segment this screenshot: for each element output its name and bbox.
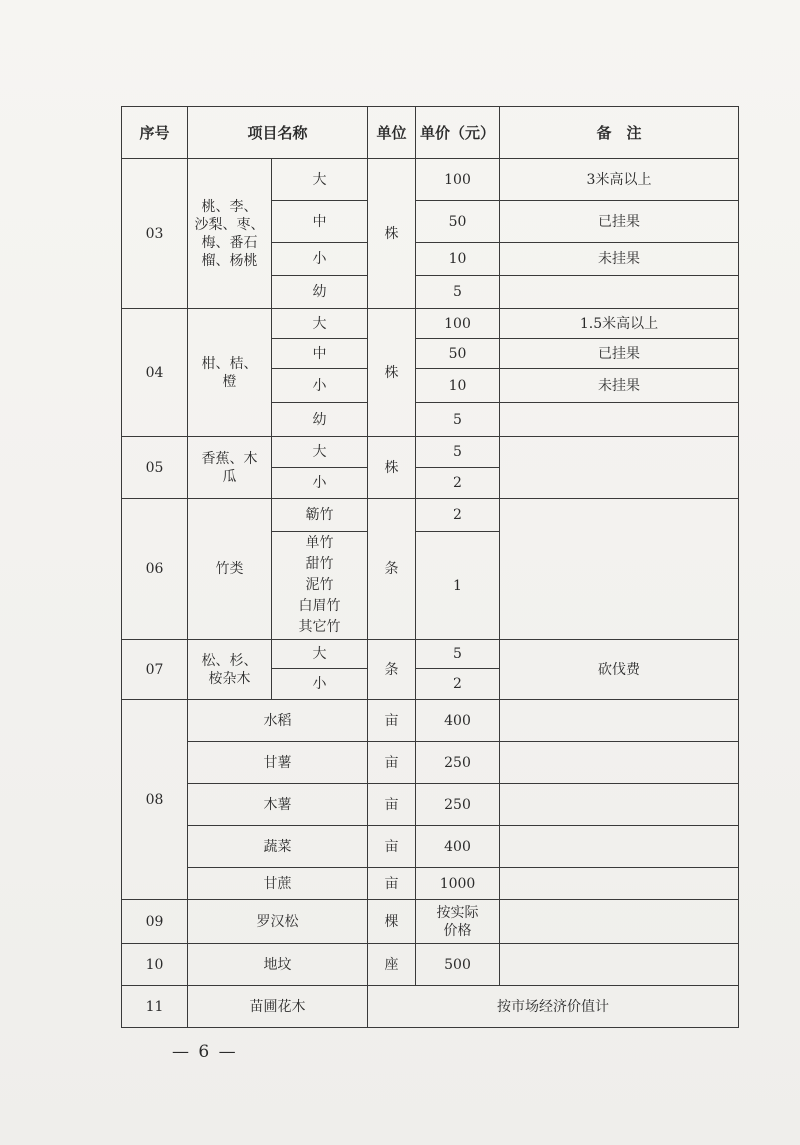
remark-07: 砍伐费 — [500, 640, 739, 700]
price-cell: 100 — [416, 309, 500, 339]
seq-07: 07 — [122, 640, 188, 700]
seq-10: 10 — [122, 944, 188, 986]
bamboo-type: 其它竹 — [298, 619, 341, 635]
item-name-line: 松、杉、 — [201, 652, 258, 669]
price-cell: 250 — [416, 742, 500, 784]
item-name-03 — [188, 159, 272, 309]
table-row — [122, 437, 739, 468]
size-cell: 大 — [272, 309, 368, 339]
table-row — [122, 159, 739, 201]
price-line: 价格 — [443, 922, 472, 939]
remark-cell: 已挂果 — [500, 339, 739, 369]
unit-04: 株 — [368, 309, 416, 437]
remark-cell: 1.5米高以上 — [500, 309, 739, 339]
price-cell: 5 — [416, 640, 500, 669]
price-cell: 250 — [416, 784, 500, 826]
seq-04: 04 — [122, 309, 188, 437]
seq-08: 08 — [122, 700, 188, 900]
crop-unit: 亩 — [368, 742, 416, 784]
price-cell: 1 — [416, 532, 500, 640]
price-line: 按实际 — [436, 904, 479, 921]
item-name-03-lines — [188, 198, 271, 270]
remark-cell — [500, 784, 739, 826]
price-10: 500 — [416, 944, 500, 986]
size-cell: 小 — [272, 243, 368, 276]
remark-cell — [500, 403, 739, 437]
remark-cell: 3米高以上 — [500, 159, 739, 201]
price-cell: 5 — [416, 403, 500, 437]
table-row — [122, 499, 739, 532]
header-remark: 备 注 — [500, 107, 739, 159]
seq-06: 06 — [122, 499, 188, 640]
size-cell: 幼 — [272, 403, 368, 437]
item-name-07 — [188, 640, 272, 700]
bamboo-type: 甜竹 — [305, 556, 334, 572]
crop-unit: 亩 — [368, 700, 416, 742]
size-cell: 大 — [272, 159, 368, 201]
unit-09: 棵 — [368, 900, 416, 944]
crop-name: 甘蔗 — [188, 868, 368, 900]
price-cell: 2 — [416, 468, 500, 499]
price-09 — [416, 900, 500, 944]
table-row — [122, 742, 739, 784]
price-cell: 2 — [416, 669, 500, 700]
item-name-line: 沙梨、枣、 — [194, 216, 265, 233]
table-row — [122, 900, 739, 944]
unit-05: 株 — [368, 437, 416, 499]
item-name-line: 榴、杨桃 — [201, 252, 258, 269]
size-cell: 小 — [272, 369, 368, 403]
size-cell: 中 — [272, 339, 368, 369]
table-row — [122, 826, 739, 868]
item-name-line: 桃、李、 — [201, 198, 258, 215]
crop-name: 蔬菜 — [188, 826, 368, 868]
price-cell: 400 — [416, 700, 500, 742]
size-cell: 幼 — [272, 276, 368, 309]
item-name-line: 桉杂木 — [208, 670, 251, 687]
table-row — [122, 986, 739, 1028]
remark-cell: 未挂果 — [500, 243, 739, 276]
crop-name: 水稻 — [188, 700, 368, 742]
unit-03: 株 — [368, 159, 416, 309]
remark-cell — [500, 900, 739, 944]
unit-06: 条 — [368, 499, 416, 640]
remark-cell — [500, 276, 739, 309]
item-name-09: 罗汉松 — [188, 900, 368, 944]
header-unit-price: 单价（元） — [416, 107, 500, 159]
size-cell: 大 — [272, 640, 368, 669]
remark-cell — [500, 742, 739, 784]
seq-09: 09 — [122, 900, 188, 944]
bamboo-type: 泥竹 — [305, 577, 334, 593]
price-note-11: 按市场经济价值计 — [368, 986, 739, 1028]
crop-name: 甘薯 — [188, 742, 368, 784]
item-name-05 — [188, 437, 272, 499]
table-row — [122, 784, 739, 826]
item-name-05-lines — [188, 450, 271, 486]
remark-cell — [500, 944, 739, 986]
item-name-line: 梅、番石 — [201, 234, 258, 251]
price-cell: 2 — [416, 499, 500, 532]
item-name-line: 香蕉、木 — [201, 450, 258, 467]
table-row — [122, 700, 739, 742]
crop-unit: 亩 — [368, 826, 416, 868]
remark-cell — [500, 437, 739, 499]
remark-cell — [500, 499, 739, 640]
price-cell: 1000 — [416, 868, 500, 900]
page-number: — 6 — — [172, 1042, 238, 1062]
table-row — [122, 640, 739, 669]
remark-cell: 已挂果 — [500, 201, 739, 243]
table-row — [122, 309, 739, 339]
table-row — [122, 944, 739, 986]
bamboo-sub-list — [272, 532, 368, 640]
item-name-04-lines — [188, 355, 271, 391]
item-name-06: 竹类 — [188, 499, 272, 640]
size-cell: 小 — [272, 669, 368, 700]
table-row — [122, 868, 739, 900]
table-header-row — [122, 107, 739, 159]
compensation-table — [121, 106, 739, 1028]
item-name-line: 柑、桔、 — [201, 355, 258, 372]
remark-cell: 未挂果 — [500, 369, 739, 403]
header-unit: 单位 — [368, 107, 416, 159]
header-item-name: 项目名称 — [188, 107, 368, 159]
size-cell: 大 — [272, 437, 368, 468]
size-cell: 小 — [272, 468, 368, 499]
crop-name: 木薯 — [188, 784, 368, 826]
bamboo-sub-list-lines — [272, 533, 367, 638]
price-cell: 50 — [416, 339, 500, 369]
remark-cell — [500, 700, 739, 742]
bamboo-type: 单竹 — [305, 535, 334, 551]
price-cell: 400 — [416, 826, 500, 868]
item-name-07-lines — [188, 652, 271, 688]
unit-07: 条 — [368, 640, 416, 700]
price-cell: 5 — [416, 276, 500, 309]
item-name-04 — [188, 309, 272, 437]
bamboo-type: 白眉竹 — [298, 598, 341, 614]
seq-03: 03 — [122, 159, 188, 309]
price-cell: 5 — [416, 437, 500, 468]
item-name-11: 苗圃花木 — [188, 986, 368, 1028]
seq-05: 05 — [122, 437, 188, 499]
price-cell: 100 — [416, 159, 500, 201]
crop-unit: 亩 — [368, 784, 416, 826]
remark-cell — [500, 868, 739, 900]
price-cell: 50 — [416, 201, 500, 243]
size-cell: 中 — [272, 201, 368, 243]
price-cell: 10 — [416, 369, 500, 403]
unit-10: 座 — [368, 944, 416, 986]
item-name-line: 瓜 — [222, 468, 237, 485]
bamboo-sub-1: 簕竹 — [272, 499, 368, 532]
item-name-line: 橙 — [222, 373, 237, 390]
crop-unit: 亩 — [368, 868, 416, 900]
price-09-lines — [416, 904, 499, 940]
price-cell: 10 — [416, 243, 500, 276]
remark-cell — [500, 826, 739, 868]
header-seq: 序号 — [122, 107, 188, 159]
seq-11: 11 — [122, 986, 188, 1028]
item-name-10: 地坟 — [188, 944, 368, 986]
